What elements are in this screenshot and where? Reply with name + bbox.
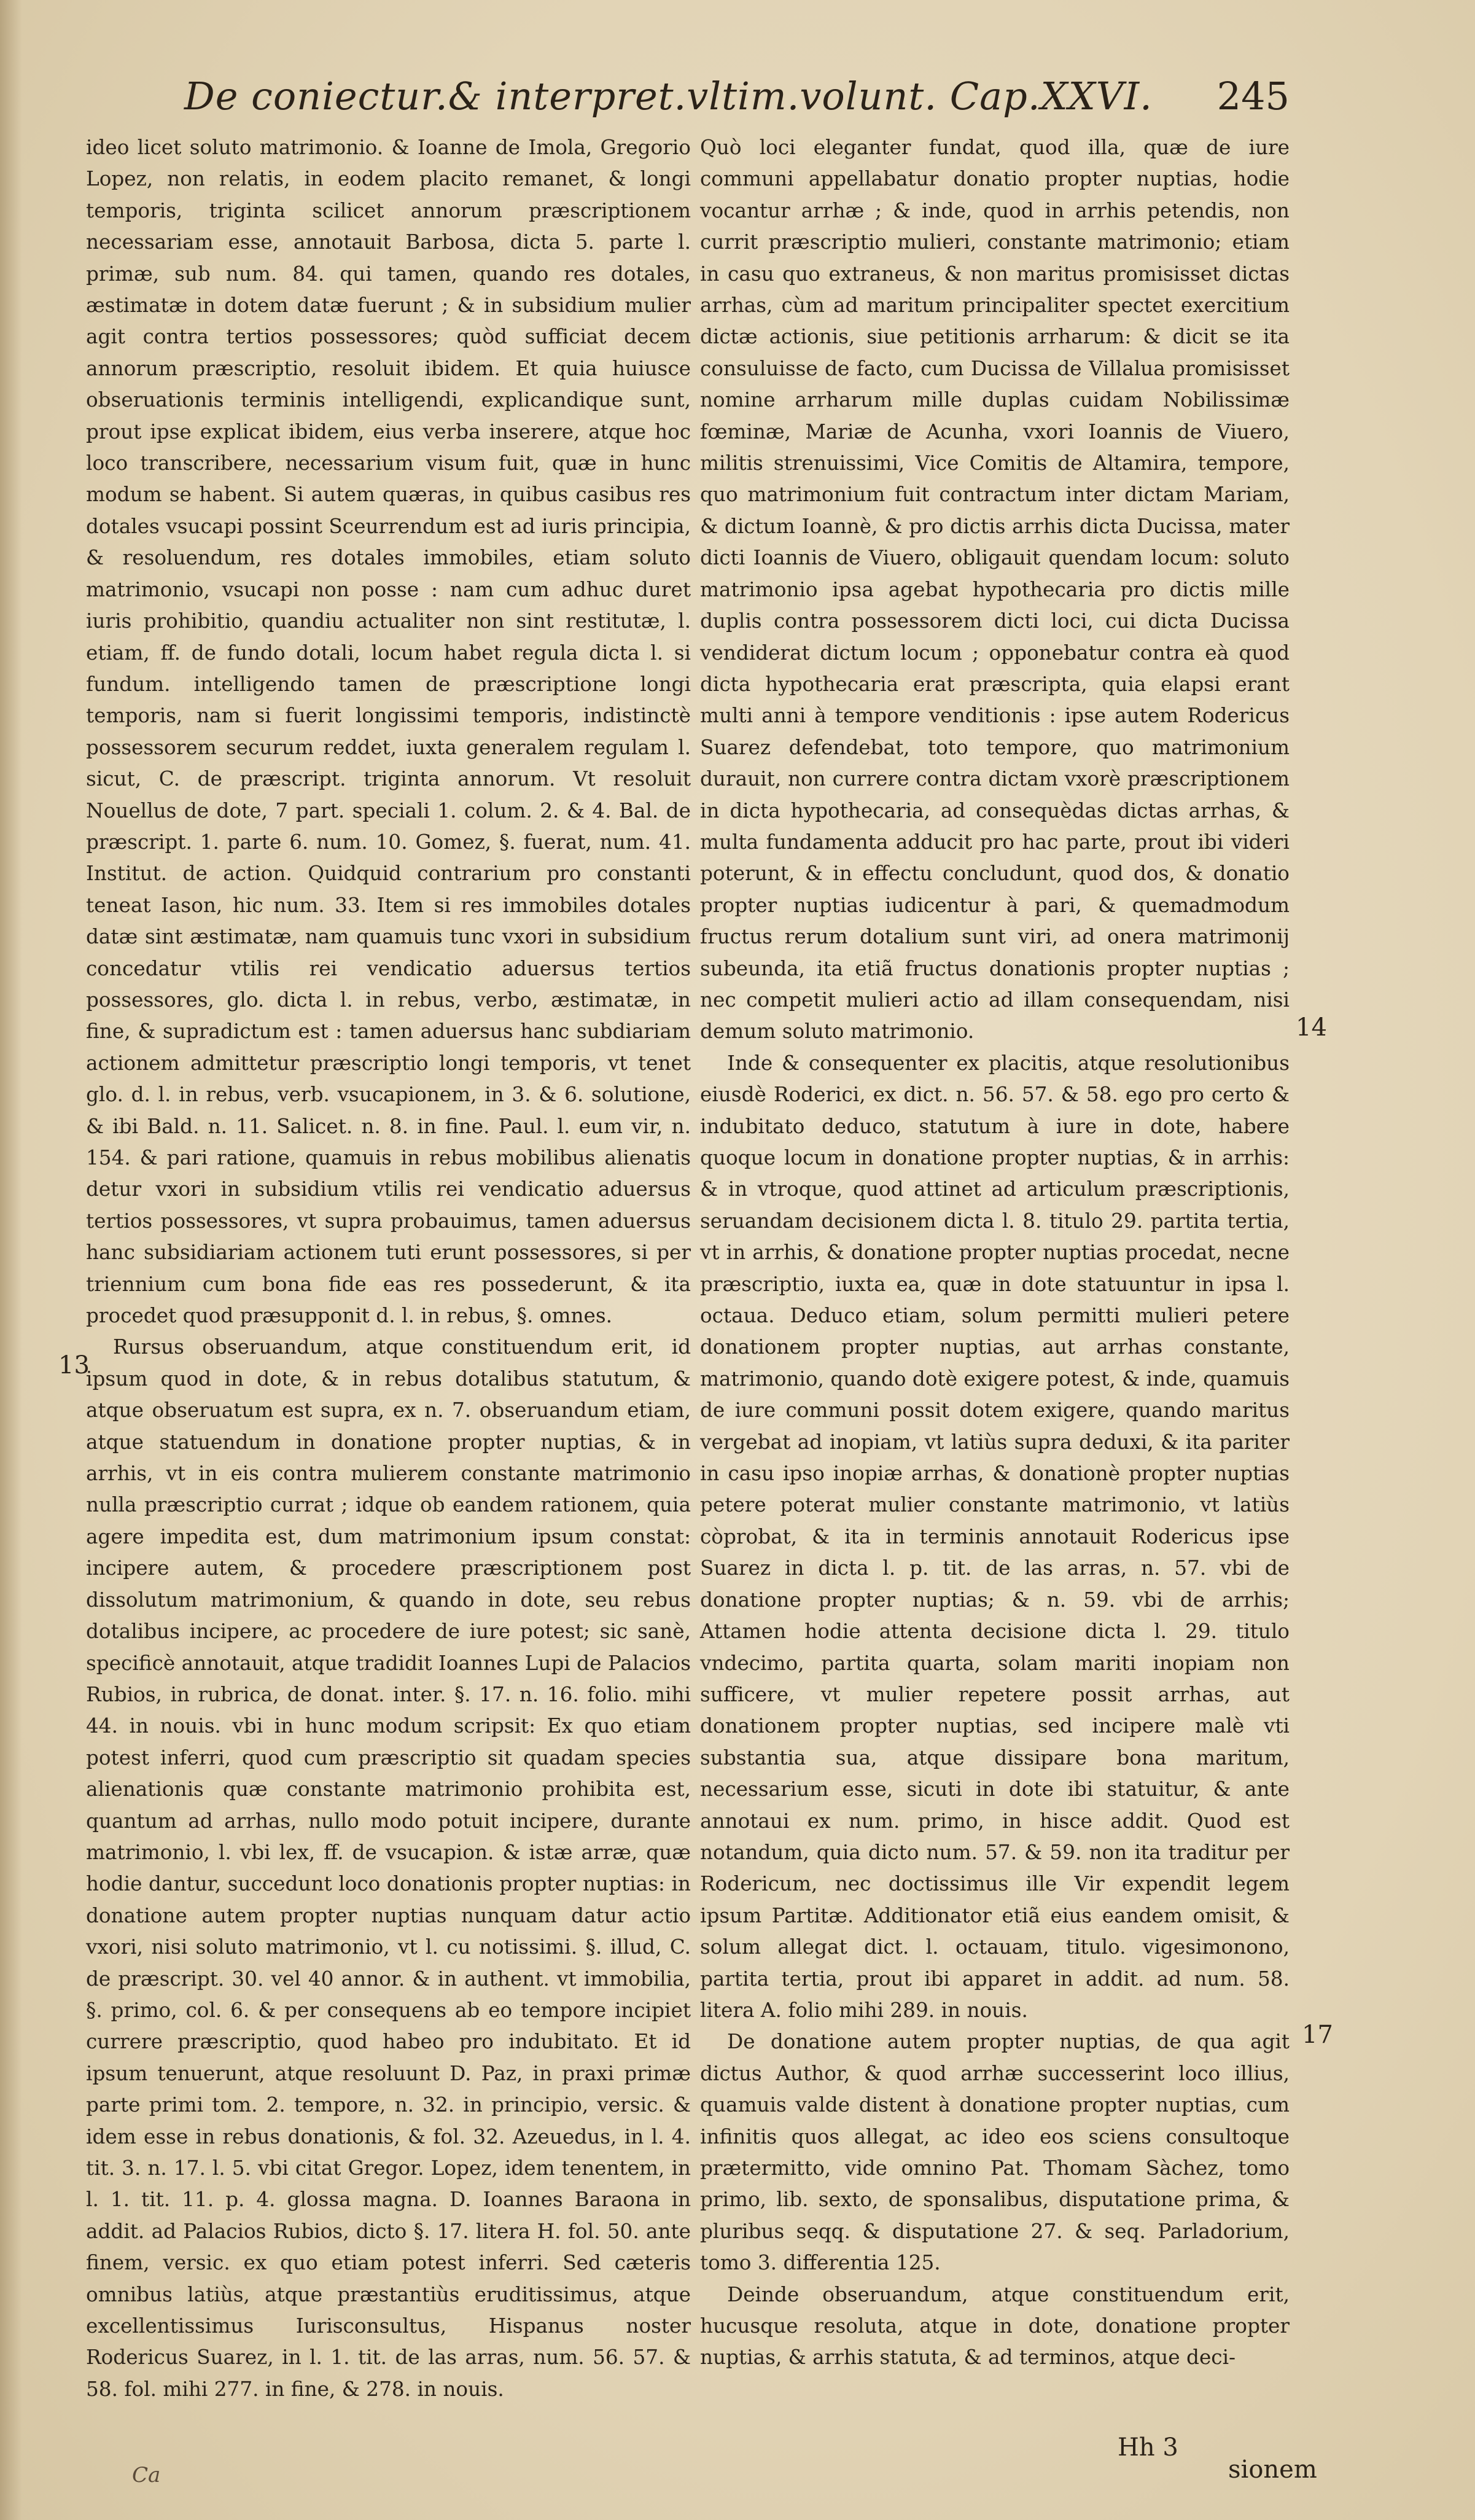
- margin-number-17: 17: [1302, 2021, 1333, 2049]
- right-paragraph-4: Deinde obseruandum, atque constituendum erit, hucusque resoluta, atque in dote, donatione propter nuptias, & arrhis statuta, & ad terminos, atque deci-: [700, 2282, 1290, 2370]
- right-paragraph-3: De donatione autem propter nuptias, de qua agit dictus Author, & quod arrhæ successerint loco illius, quamuis valde distent à donatione propter nuptias, cum infinitis quos allegat, ac ideo eos sciens consultoque prætermitto, vide omnino Pat. Thomam Sàchez, tomo primo, lib. sexto, de sponsalibus, disputatione prima, & pluribus seqq. & disputatione 27. & seq. Parladorium, tomo 3. differentia 125.: [700, 2030, 1290, 2275]
- right-column: [700, 132, 1290, 2374]
- page-number: 245: [1216, 74, 1290, 119]
- page-header: [184, 74, 1290, 129]
- right-paragraph-2: Inde & consequenter ex placitis, atque resolutionibus eiusdè Roderici, ex dict. n. 56. 57. & 58. ego pro certo & indubitato deduco, statutum à iure in dote, habere quoque locum in donatione propter nuptias, & in arrhis: & in vtroque, quod attinet ad articulum præscriptionis, seruandam decisionem dicta l. 8. titulo 29. partita tertia, vt in arrhis, & donatione propter nuptias procedat, necne præscriptio, iuxta ea, quæ in dote statuuntur in ipsa l. octaua. Deduco etiam, solum permitti mulieri petere donationem propter nuptias, aut arrhas constante, matrimonio, quando dotè exigere potest, & inde, quamuis de iure communi possit dotem exigere, quando maritus vergebat ad inopiam, vt latiùs supra deduxi, & ita pariter in casu ipso inopiæ arrhas, & donationè propter nuptias petere poterat mulier constante matrimonio, vt latiùs còprobat, & ita in terminis annotauit Rodericus ipse Suarez in dicta l. p. tit. de las arras, n. 57. vbi de donatione propter nuptias; & n. 59. vbi de arrhis; Attamen hodie attenta decisione dicta l. 29. titulo vndecimo, partita quarta, solam mariti inopiam non sufficere, vt mulier repetere possit arrhas, aut donationem propter nuptias, sed incipere malè vti substantia sua, atque dissipare bona maritum, necessarium esse, sicuti in dote ibi statuitur, & ante annotaui ex num. primo, in hisce addit. Quod est notandum, quia dicto num. 57. & 59. non ita traditur per Rodericum, nec doctissimus ille Vir expendit legem ipsum Partitæ. Additionator etiã eius eandem omisit, & solum allegat dict. l. octauam, titulo. vigesimonono, partita tertia, prout ibi apparet in addit. ad num. 58. litera A. folio mihi 289. in nouis.: [700, 1051, 1290, 2022]
- margin-number-13: 13: [58, 1351, 90, 1379]
- left-column: [86, 132, 691, 2405]
- margin-number-14: 14: [1296, 1013, 1327, 1042]
- left-paragraph-2: Rursus obseruandum, atque constituendum erit, id ipsum quod in dote, & in rebus dotalibus statutum, & atque obseruatum est supra, ex n. 7. obseruandum etiam, atque statuendum in donatione propter nuptias, & in arrhis, vt in eis contra mulierem constante matrimonio nulla præscriptio currat ; idque ob eandem rationem, quia agere impedita est, dum matrimonium ipsum constat: incipere autem, & procedere præscriptionem post dissolutum matrimonium, & quando in dote, seu rebus dotalibus incipere, ac procedere de iure potest; sic sanè, specificè annotauit, atque tradidit Ioannes Lupi de Palacios Rubios, in rubrica, de donat. inter. §. 17. n. 16. folio. mihi 44. in nouis. vbi in hunc modum scripsit: Ex quo etiam potest inferri, quod cum præscriptio sit quadam species alienationis quæ constante matrimonio prohibita est, quantum ad arrhas, nullo modo potuit incipere, durante matrimonio, l. vbi lex, ff. de vsucapion. & istæ arræ, quæ hodie dantur, succedunt loco donationis propter nuptias: in donatione autem propter nuptias nunquam datur actio vxori, nisi soluto matrimonio, vt l. cu notissimi. §. illud, C. de præscript. 30. vel 40 annor. & in authent. vt immobilia, §. primo, col. 6. & per consequens ab eo tempore incipiet currere præscriptio, quod habeo pro indubitato. Et id ipsum tenuerunt, atque resoluunt D. Paz, in praxi primæ parte primi tom. 2. tempore, n. 32. in principio, versic. & idem esse in rebus donationis, & fol. 32. Azeuedus, in l. 4. tit. 3. n. 17. l. 5. vbi citat Gregor. Lopez, idem tenentem, in l. 1. tit. 11. p. 4. glossa magna. D. Ioannes Baraona in addit. ad Palacios Rubios, dicto §. 17. litera H. fol. 50. ante finem, versic. ex quo etiam potest inferri. Sed cæteris omnibus latiùs, atque præstantiùs eruditissimus, atque excellentissimus Iurisconsultus, Hispanus noster Rodericus Suarez, in l. 1. tit. de las arras, num. 56. 57. & 58. fol. mihi 277. in fine, & 278. in nouis.: [86, 1335, 691, 2401]
- bottom-text-fragment: Ca: [132, 2463, 161, 2487]
- left-paragraph-1: ideo licet soluto matrimonio. & Ioanne de Imola, Gregorio Lopez, non relatis, in eodem placito remanet, & longi temporis, triginta scilicet annorum præscriptionem necessariam esse, annotauit Barbosa, dicta 5. parte l. primæ, sub num. 84. qui tamen, quando res dotales, æstimatæ in dotem datæ fuerunt ; & in subsidium mulier agit contra tertios possessores; quòd sufficiat decem annorum præscriptio, resoluit ibidem. Et quia huiusce obseruationis terminis intelligendi, explicandique sunt, prout ipse explicat ibidem, eius verba inserere, atque hoc loco transcribere, necessarium visum fuit, quæ in hunc modum se habent. Si autem quæras, in quibus casibus res dotales vsucapi possint Sceurrendum est ad iuris principia, & resoluendum, res dotales immobiles, etiam soluto matrimonio, vsucapi non posse : nam cum adhuc duret iuris prohibitio, quandiu actualiter non sint restitutæ, l. etiam, ff. de fundo dotali, locum habet regula dicta l. si fundum. intelligendo tamen de præscriptione longi temporis, nam si fuerit longissimi temporis, indistinctè possessorem securum reddet, iuxta generalem regulam l. sicut, C. de præscript. triginta annorum. Vt resoluit Nouellus de dote, 7 part. speciali 1. colum. 2. & 4. Bal. de præscript. 1. parte 6. num. 10. Gomez, §. fuerat, num. 41. Institut. de action. Quidquid contrarium pro constanti teneat Iason, hic num. 33. Item si res immobiles dotales datæ sint æstimatæ, nam quamuis tunc vxori in subsidium concedatur vtilis rei vendicatio aduersus tertios possessores, glo. dicta l. in rebus, verbo, æstimatæ, in fine, & supradictum est : tamen aduersus hanc subdiariam actionem admittetur præscriptio longi temporis, vt tenet glo. d. l. in rebus, verb. vsucapionem, in 3. & 6. solutione, & ibi Bald. n. 11. Salicet. n. 8. in fine. Paul. l. eum vir, n. 154. & pari ratione, quamuis in rebus mobilibus alienatis detur vxori in subsidium vtilis rei vendicatio aduersus tertios possessores, vt supra probauimus, tamen aduersus hanc subsidiariam actionem tuti erunt possessores, si per triennium cum bona fide eas res possederunt, & ita procedet quod præsupponit d. l. in rebus, §. omnes.: [86, 136, 691, 1328]
- signature-mark: Hh 3: [1118, 2433, 1178, 2462]
- right-paragraph-1: Quò loci eleganter fundat, quod illa, quæ de iure communi appellabatur donatio propter nuptias, hodie vocantur arrhæ ; & inde, quod in arrhis petendis, non currit præscriptio mulieri, constante matrimonio; etiam in casu quo extraneus, & non maritus promisisset dictas arrhas, cùm ad maritum principaliter spectet exercitium dictæ actionis, siue petitionis arrharum: & dicit se ita consuluisse de facto, cum Ducissa de Villalua promisisset nomine arrharum mille duplas cuidam Nobilissimæ fœminæ, Mariæ de Acunha, vxori Ioannis de Viuero, militis strenuissimi, Vice Comitis de Altamira, tempore, quo matrimonium fuit contractum inter dictam Mariam, & dictum Ioannè, & pro dictis arrhis dicta Ducissa, mater dicti Ioannis de Viuero, obligauit quendam locum: soluto matrimonio ipsa agebat hypothecaria pro dictis mille duplis contra possessorem dicti loci, cui dicta Ducissa vendiderat dictum locum ; opponebatur contra eà quod dicta hypothecaria erat præscripta, quia elapsi erant multi anni à tempore venditionis : ipse autem Rodericus Suarez defendebat, toto tempore, quo matrimonium durauit, non currere contra dictam vxorè præscriptionem in dicta hypothecaria, ad consequèdas dictas arrhas, & multa fundamenta adducit pro hac parte, prout ibi videri poterunt, & in effectu concludunt, quod dos, & donatio propter nuptias iudicentur à pari, & quemadmodum fructus rerum dotalium sunt viri, ad onera matrimonij subeunda, ita etiã fructus donationis propter nuptias ; nec competit mulieri actio ad illam consequendam, nisi demum soluto matrimonio.: [700, 136, 1290, 1043]
- page-gutter-shadow: [0, 0, 22, 2520]
- running-head: De coniectur.& interpret.vltim.volunt. Cap.XXVI.: [184, 74, 1153, 119]
- catchword: sionem: [1228, 2456, 1317, 2484]
